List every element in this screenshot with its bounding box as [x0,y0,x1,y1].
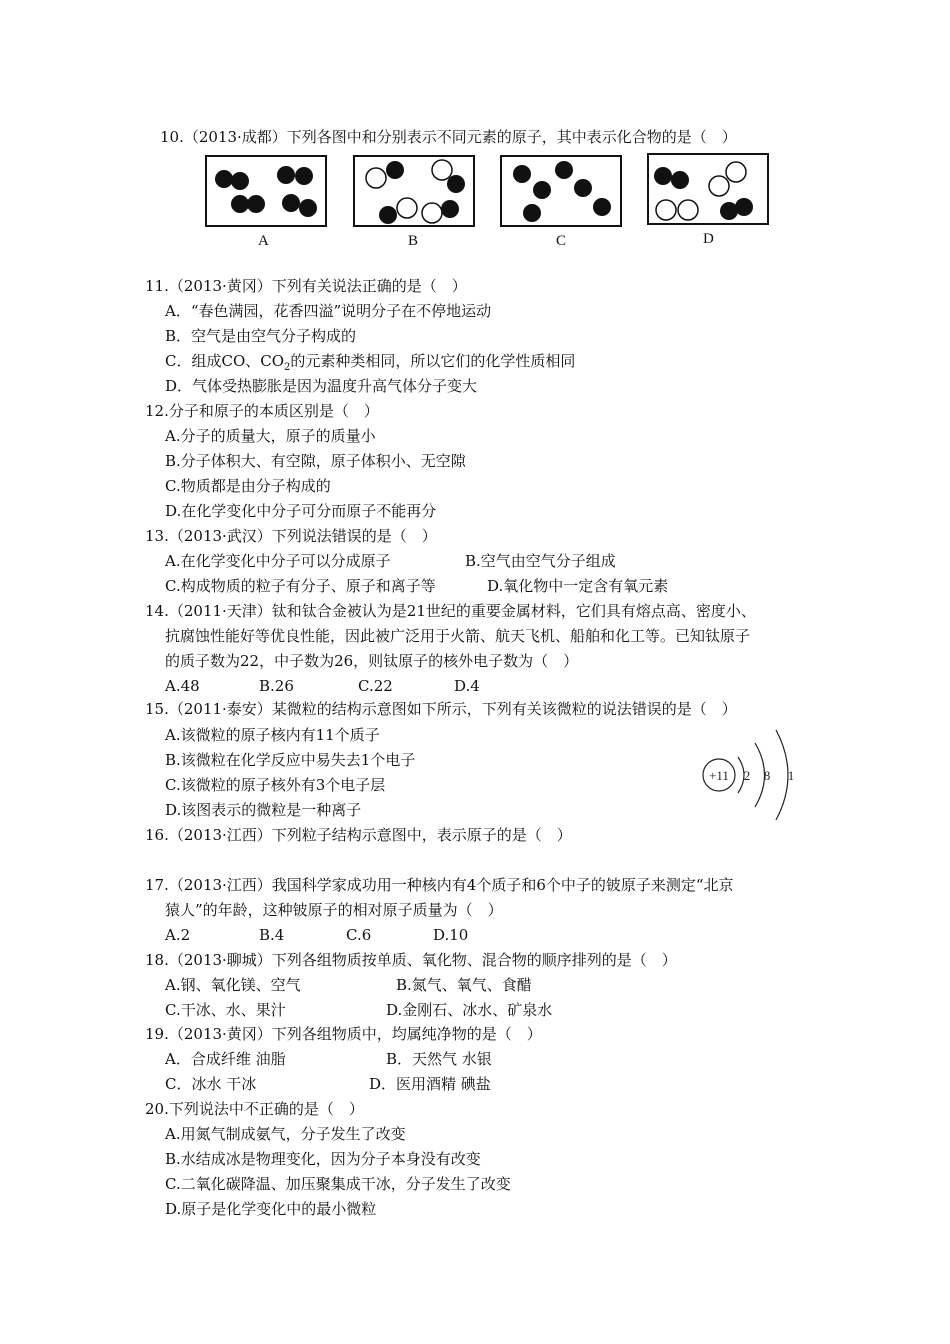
q17-option-c: C.6 [346,926,372,944]
particle-diagram-d [649,155,771,227]
q17-line-1: 17.（2013·江西）我国科学家成功用一种核内有4个质子和6个中子的铍原子来测定“北京 [145,876,734,894]
q17-option-d: D.10 [433,926,469,944]
q12-option-d: D.在化学变化中分子可分而原子不能再分 [165,502,437,520]
q13-option-c: C.构成物质的粒子有分子、原子和离子等 [165,577,436,595]
q17-option-a: A.2 [165,926,191,944]
q14-option-a: A.48 [165,677,200,695]
q11-option-d: D．气体受热膨胀是因为温度升高气体分子变大 [165,377,478,395]
q11-option-a: A．“春色满园，花香四溢”说明分子在不停地运动 [165,302,492,320]
q20-option-d: D.原子是化学变化中的最小微粒 [165,1200,377,1218]
q11-option-c-text: C．组成CO、CO [165,352,285,370]
q12-stem: 12.分子和原子的本质区别是（ ） [145,402,379,420]
q12-option-b: B.分子体积大、有空隙，原子体积小、无空隙 [165,452,466,470]
q17-line-2: 猿人”的年龄，这种铍原子的相对原子质量为（ ） [165,901,503,919]
q14-line-1: 14.（2011·天津）钛和钛合金被认为是21世纪的重要金属材料，它们具有熔点高、密度小、 [145,602,756,620]
particle-diagram-b [355,157,477,229]
q11-option-c-tail: 的元素种类相同，所以它们的化学性质相同 [290,352,576,370]
particle-diagram-c [502,157,624,229]
q11-option-c [165,351,575,378]
q13-option-d: D.氧化物中一定含有氧元素 [487,577,669,595]
q11-option-b: B．空气是由空气分子构成的 [165,327,357,345]
q15-option-b: B.该微粒在化学反应中易失去1个电子 [165,751,416,769]
q10-stem: 10.（2013·成都）下列各图中和分别表示不同元素的原子，其中表示化合物的是（ ） [160,128,737,146]
q11-stem: 11.（2013·黄冈）下列有关说法正确的是（ ） [145,277,467,295]
q14-option-b: B.26 [259,677,294,695]
q13-option-a: A.在化学变化中分子可以分成原子 [165,552,391,570]
box-label-a: A [258,233,269,249]
shell-count-2: 8 [763,768,771,783]
q15-stem: 15.（2011·泰安）某微粒的结构示意图如下所示，下列有关该微粒的说法错误的是（ ） [145,700,737,718]
q19-option-a: A．合成纤维 油脂 [165,1050,286,1068]
particle-box-c [500,155,622,227]
q19-option-d: D．医用酒精 碘盐 [369,1075,491,1093]
shell-count-1: 2 [743,768,751,783]
q20-stem: 20.下列说法中不正确的是（ ） [145,1100,364,1118]
shell-count-3: 1 [787,768,795,783]
q17-option-b: B.4 [259,926,285,944]
box-label-b: B [408,233,419,249]
q19-option-c: C．冰水 干冰 [165,1075,257,1093]
particle-box-d [647,153,769,225]
box-label-d: D [703,231,714,247]
q13-option-b: B.空气由空气分子组成 [465,552,616,570]
q18-option-c: C.干冰、水、果汁 [165,1001,286,1019]
q19-stem: 19.（2013·黄冈）下列各组物质中，均属纯净物的是（ ） [145,1025,542,1043]
q16-stem: 16.（2013·江西）下列粒子结构示意图中，表示原子的是（ ） [145,826,572,844]
q14-option-d: D.4 [454,677,480,695]
q18-option-b: B.氮气、氧气、食醋 [396,976,532,994]
q15-option-c: C.该微粒的原子核外有3个电子层 [165,776,386,794]
q15-option-a: A.该微粒的原子核内有11个质子 [165,726,380,744]
particle-box-b [353,155,475,227]
q14-option-c: C.22 [358,677,393,695]
q15-option-d: D.该图表示的微粒是一种离子 [165,801,362,819]
q12-option-a: A.分子的质量大，原子的质量小 [165,427,376,445]
q14-line-3: 的质子数为22，中子数为26，则钛原子的核外电子数为（ ） [165,652,579,670]
nucleus-charge: +11 [709,768,729,783]
q20-option-b: B.水结成冰是物理变化，因为分子本身没有改变 [165,1150,481,1168]
q20-option-c: C.二氧化碳降温、加压聚集成干冰，分子发生了改变 [165,1175,511,1193]
particle-box-a [205,155,327,227]
q18-option-d: D.金刚石、冰水、矿泉水 [386,1001,553,1019]
atomic-structure-diagram [700,725,810,825]
q18-stem: 18.（2013·聊城）下列各组物质按单质、氧化物、混合物的顺序排列的是（ ） [145,951,677,969]
shell-arc-3 [776,730,788,820]
q18-option-a: A.钢、氧化镁、空气 [165,976,301,994]
q20-option-a: A.用氮气制成氨气，分子发生了改变 [165,1125,406,1143]
q11-option-c-subscript: 2 [284,362,291,373]
q14-line-2: 抗腐蚀性能好等优良性能，因此被广泛用于火箭、航天飞机、船舶和化工等。已知钛原子 [165,627,751,645]
q13-stem: 13.（2013·武汉）下列说法错误的是（ ） [145,527,437,545]
q19-option-b: B．天然气 水银 [386,1050,492,1068]
box-label-c: C [556,233,567,249]
q12-option-c: C.物质都是由分子构成的 [165,477,331,495]
particle-diagram-a [207,157,329,229]
